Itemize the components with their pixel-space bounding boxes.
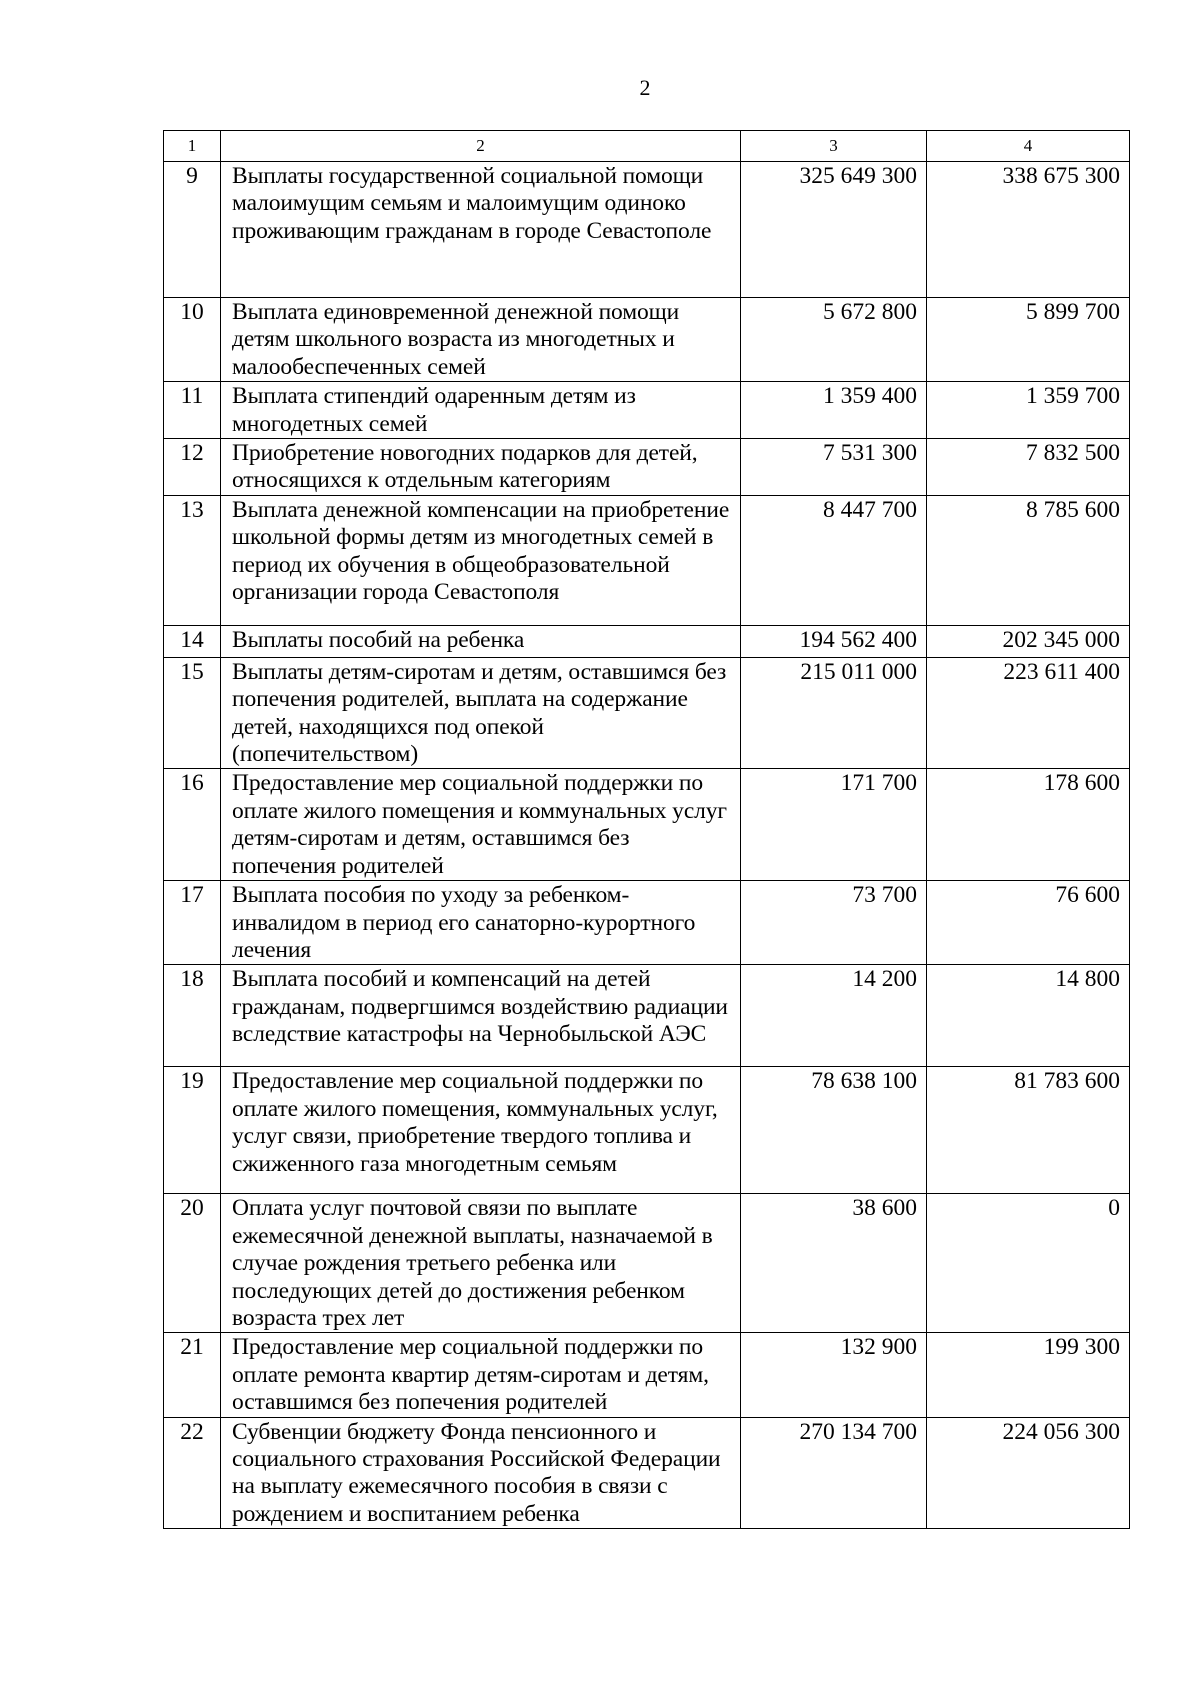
row-value-col4: 1 359 700 <box>927 382 1130 439</box>
row-number: 11 <box>164 382 221 439</box>
header-cell-3: 3 <box>741 131 927 162</box>
row-value-col3: 270 134 700 <box>741 1417 927 1529</box>
row-number: 12 <box>164 439 221 496</box>
row-number: 21 <box>164 1333 221 1417</box>
row-number: 13 <box>164 495 221 625</box>
row-value-col3: 8 447 700 <box>741 495 927 625</box>
row-value-col4: 7 832 500 <box>927 439 1130 496</box>
table-row <box>164 1194 1130 1333</box>
table-header-row <box>164 131 1130 162</box>
table-row <box>164 298 1130 382</box>
row-value-col4: 199 300 <box>927 1333 1130 1417</box>
row-value-col4: 0 <box>927 1194 1130 1333</box>
row-name: Выплата единовременной денежной помощи детям школьного возраста из многодетных и малообеспеченных семей <box>221 298 741 382</box>
budget-table <box>163 130 1130 1529</box>
table-row <box>164 382 1130 439</box>
row-number: 20 <box>164 1194 221 1333</box>
table-row <box>164 881 1130 965</box>
row-value-col4: 14 800 <box>927 965 1130 1067</box>
row-name: Выплата пособия по уходу за ребенком-инвалидом в период его санаторно-курортного лечения <box>221 881 741 965</box>
table-row <box>164 439 1130 496</box>
row-value-col3: 73 700 <box>741 881 927 965</box>
table-row <box>164 965 1130 1067</box>
row-number: 10 <box>164 298 221 382</box>
row-value-col3: 5 672 800 <box>741 298 927 382</box>
table-row <box>164 1417 1130 1529</box>
row-name: Выплаты детям-сиротам и детям, оставшимся без попечения родителей, выплата на содержание детей, находящихся под опекой (попечительством) <box>221 657 741 769</box>
row-name: Субвенции бюджету Фонда пенсионного и социального страхования Российской Федерации на выплату ежемесячного пособия в связи с рождением и воспитанием ребенка <box>221 1417 741 1529</box>
row-value-col3: 38 600 <box>741 1194 927 1333</box>
row-value-col3: 325 649 300 <box>741 162 927 298</box>
row-name: Предоставление мер социальной поддержки по оплате ремонта квартир детям-сиротам и детям, оставшимся без попечения родителей <box>221 1333 741 1417</box>
table-row <box>164 495 1130 625</box>
table-row <box>164 1333 1130 1417</box>
row-value-col3: 132 900 <box>741 1333 927 1417</box>
row-number: 15 <box>164 657 221 769</box>
row-number: 22 <box>164 1417 221 1529</box>
row-value-col4: 202 345 000 <box>927 625 1130 657</box>
row-name: Выплата денежной компенсации на приобретение школьной формы детям из многодетных семей в период их обучения в общеобразовательной организации города Севастополя <box>221 495 741 625</box>
row-value-col3: 7 531 300 <box>741 439 927 496</box>
row-name: Выплата пособий и компенсаций на детей гражданам, подвергшимся воздействию радиации вследствие катастрофы на Чернобыльской АЭС <box>221 965 741 1067</box>
row-value-col4: 223 611 400 <box>927 657 1130 769</box>
row-name: Выплаты пособий на ребенка <box>221 625 741 657</box>
row-name: Предоставление мер социальной поддержки по оплате жилого помещения и коммунальных услуг детям-сиротам и детям, оставшимся без попечения родителей <box>221 769 741 881</box>
row-name: Выплаты государственной социальной помощи малоимущим семьям и малоимущим одиноко проживающим гражданам в городе Севастополе <box>221 162 741 298</box>
row-number: 17 <box>164 881 221 965</box>
row-value-col3: 14 200 <box>741 965 927 1067</box>
page-number: 2 <box>639 75 651 100</box>
row-value-col4: 8 785 600 <box>927 495 1130 625</box>
row-value-col4: 338 675 300 <box>927 162 1130 298</box>
table-row <box>164 625 1130 657</box>
row-number: 9 <box>164 162 221 298</box>
row-name: Приобретение новогодних подарков для детей, относящихся к отдельным категориям <box>221 439 741 496</box>
row-value-col4: 178 600 <box>927 769 1130 881</box>
row-value-col3: 1 359 400 <box>741 382 927 439</box>
row-number: 16 <box>164 769 221 881</box>
table-row <box>164 769 1130 881</box>
row-value-col4: 76 600 <box>927 881 1130 965</box>
row-value-col3: 194 562 400 <box>741 625 927 657</box>
row-value-col3: 78 638 100 <box>741 1067 927 1194</box>
row-number: 18 <box>164 965 221 1067</box>
row-value-col4: 81 783 600 <box>927 1067 1130 1194</box>
table-row <box>164 162 1130 298</box>
header-cell-4: 4 <box>927 131 1130 162</box>
table-row <box>164 1067 1130 1194</box>
header-cell-2: 2 <box>221 131 741 162</box>
row-value-col3: 171 700 <box>741 769 927 881</box>
row-name: Выплата стипендий одаренным детям из многодетных семей <box>221 382 741 439</box>
header-cell-1: 1 <box>164 131 221 162</box>
row-value-col4: 5 899 700 <box>927 298 1130 382</box>
row-name: Оплата услуг почтовой связи по выплате ежемесячной денежной выплаты, назначаемой в случае рождения третьего ребенка или последующих детей до достижения ребенком возраста трех лет <box>221 1194 741 1333</box>
table-row <box>164 657 1130 769</box>
row-number: 19 <box>164 1067 221 1194</box>
row-value-col4: 224 056 300 <box>927 1417 1130 1529</box>
row-value-col3: 215 011 000 <box>741 657 927 769</box>
row-name: Предоставление мер социальной поддержки по оплате жилого помещения, коммунальных услуг, услуг связи, приобретение твердого топлива и сжиженного газа многодетным семьям <box>221 1067 741 1194</box>
row-number: 14 <box>164 625 221 657</box>
